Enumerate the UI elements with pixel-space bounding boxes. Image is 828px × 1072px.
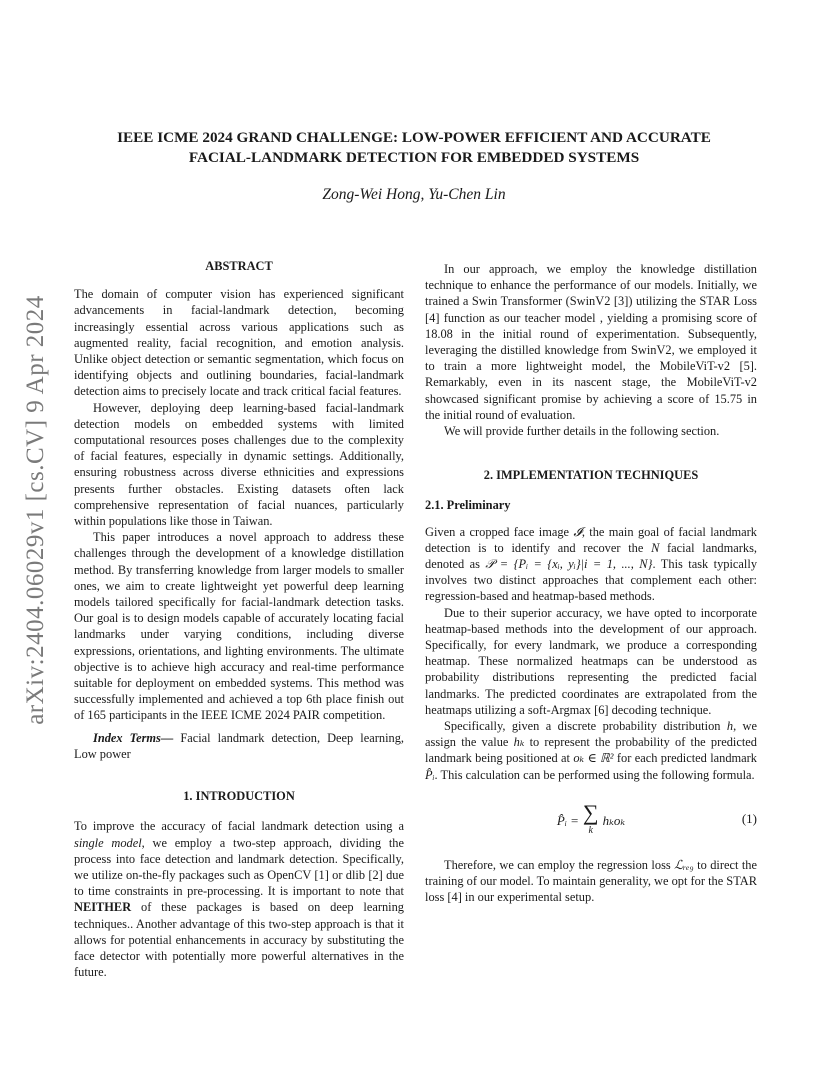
author-list: Zong-Wei Hong, Yu-Chen Lin — [322, 186, 506, 203]
intro-paragraph-1: To improve the accuracy of facial landmark detection using a single model, we employ a two-step approach, dividing the process into face detection and landmark detection. Specifically, we utilize on-the-fly packages such as OpenCV [1] or dlib [2] due to time constraints in pre-processing. It is important to note that NEITHER of these packages is based on deep learning techniques.. Another advantage of this two-step approach is that it allows for potential enhancements in accuracy by substituting the face detector with potentially more powerful alternatives in the future. — [74, 819, 404, 980]
index-terms-text: Facial landmark detection, Deep learning, Low power — [74, 730, 404, 761]
title-line-1: IEEE ICME 2024 GRAND CHALLENGE: LOW-POWER EFFICIENT AND ACCURATE — [117, 129, 711, 146]
abstract-paragraph-1: The domain of computer vision has experienced significant advancements in facial-landmark detection, becoming increasingly essential across various applications such as augmented reality, facial recognition, and emotion analysis. Unlike object detection or semantic segmentation, which focus on identifying objects and outlining boundaries, facial-landmark detection aims to precisely locate and track critical facial features. — [74, 287, 404, 399]
preliminary-paragraph-3: Specifically, given a discrete probability distribution h, we assign the value hₖ to represent the probability of the predicted landmark being positioned at oₖ ∈ ℝ² for each predicted landmark P̂ᵢ. This calculation can be performed using the following formula. — [425, 719, 758, 782]
paper-title — [60, 128, 768, 168]
right-column — [425, 261, 757, 906]
title-line-2: FACIAL-LANDMARK DETECTION FOR EMBEDDED SYSTEMS — [188, 149, 640, 166]
preliminary-paragraph-1: Given a cropped face image 𝓘, the main goal of facial landmark detection is to identify and recover the N facial landmarks, denoted as 𝒫 = {Pᵢ = {xᵢ, yᵢ}|i = 1, ..., N}. This task typically involves two distinct approaches that complement each other: regression-based and heatmap-based methods. — [425, 524, 758, 604]
preliminary-subheading: 2.1. Preliminary — [425, 498, 511, 513]
summation-symbol: ∑ k — [582, 799, 599, 836]
index-terms-label: Index Terms— — [93, 730, 174, 745]
equation-rhs: hₖoₖ — [602, 812, 626, 828]
preliminary-paragraph-2: Due to their superior accuracy, we have opted to incorporate heatmap-based methods into the development of our approach. Specifically, for every landmark, we produce a corresponding heatmap. These normalized heatmaps can be understood as probability distributions representing the predicted facial landmarks. The predicted coordinates are extrapolated from the heatmaps utilizing a soft-Argmax [6] decoding technique. — [425, 605, 757, 717]
intro-paragraph-2: In our approach, we employ the knowledge distillation technique to enhance the performance of our models. Initially, we trained a Swin Transformer (SwinV2 [3]) utilizing the STAR Loss [4] function as our teacher model , yielding a promising score of 18.08 in the initial round of experimentation. Subsequently, leveraging the distilled knowledge from SwinV2, we employed it to train a more lightweight model, the MobileViT-v2 [5]. Remarkably, even in its nascent stage, the MobileViT-v2 showcased significant promise by achieving a score of 15.75 in the initial round of evaluation. — [425, 262, 757, 422]
introduction-heading: 1. INTRODUCTION — [183, 789, 295, 804]
equation-1 — [425, 795, 757, 847]
equation-lhs: P̂ᵢ = — [556, 812, 579, 828]
abstract-paragraph-2: However, deploying deep learning-based facial-landmark detection models on embedded systems with limited computational resources poses challenges due to the complexity of facial features, especially in dynamic settings. Additionally, ensuring robustness across diverse ethnicities and expressions presents further obstacles. Existing datasets often lack comprehensive representation of facial nuances, particularly within populations like those in Taiwan. — [74, 400, 404, 529]
preliminary-paragraph-4: Therefore, we can employ the regression loss ℒᵣₑ₉ to direct the training of our model. To maintain generality, we opt for the STAR loss [4] in our experimental setup. — [425, 857, 757, 905]
intro-paragraph-3: We will provide further details in the following section. — [444, 424, 720, 439]
abstract-paragraph-3: This paper introduces a novel approach to address these challenges through the development of a knowledge distillation method. By transferring knowledge from larger models to smaller ones, we aim to create lightweight yet powerful deep learning models tailored specifically for facial-landmark detection tasks. Our goal is to design models capable of accurately locating facial landmarks under varying conditions, including diverse expressions, orientations, and lighting environments. The ultimate objective is to achieve high accuracy and real-time performance suitable for deployment on embedded systems. This method was successfully implemented and achieved a top 6th place finish out of 165 participants in the IEEE ICME 2024 PAIR competition. — [74, 530, 404, 723]
equation-number: (1) — [741, 810, 757, 826]
index-terms — [74, 730, 404, 762]
arxiv-id-text: arXiv:2404.06029v1 [cs.CV] 9 Apr 2024 — [22, 295, 50, 725]
implementation-heading: 2. IMPLEMENTATION TECHNIQUES — [483, 468, 699, 483]
left-column — [74, 258, 404, 980]
abstract-heading: ABSTRACT — [205, 259, 273, 273]
arxiv-identifier — [4, 290, 68, 730]
